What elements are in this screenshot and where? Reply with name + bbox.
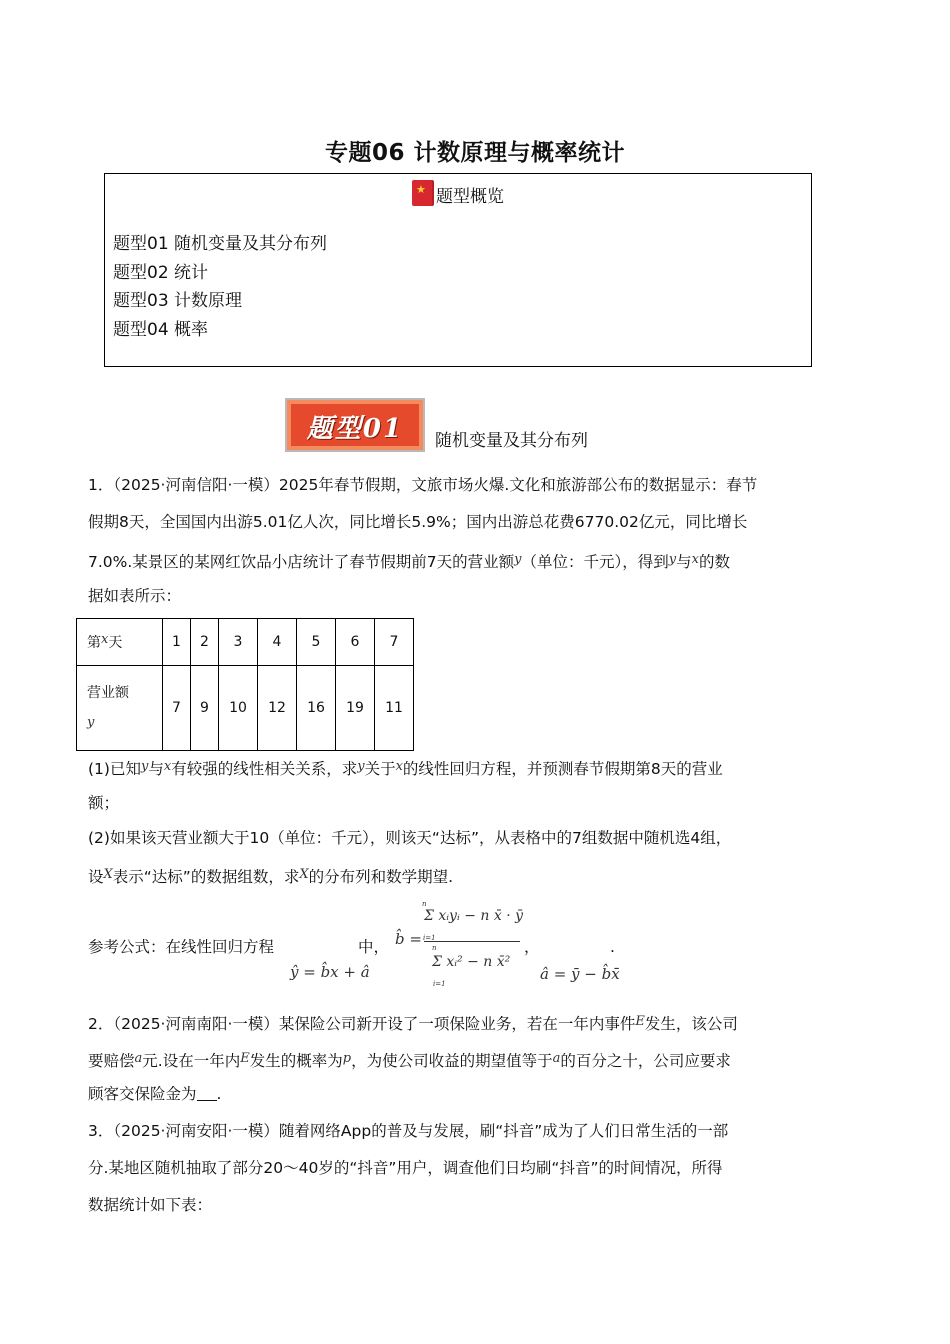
var-X: X <box>103 867 113 882</box>
var-x: x <box>395 759 403 774</box>
var-y: y <box>87 715 95 730</box>
var-a: a <box>552 1051 561 1066</box>
text: 2．（2025·河南南阳·一模）某保险公司新开设了一项保险业务，若在一年内事件 <box>88 1015 636 1033</box>
text: 与 <box>148 760 164 778</box>
formula-b-numerator: Σ xᵢyᵢ − n x̄ · ȳ <box>424 908 524 924</box>
text: . <box>216 1085 222 1103</box>
text: 发生的概率为 <box>249 1052 343 1070</box>
q1-part1-cont: 额； <box>88 794 120 812</box>
ref-text: 中， <box>358 938 390 956</box>
text: 表示“达标”的数据组数，求 <box>112 868 300 886</box>
text: 的线性回归方程，并预测春节假期第8天的营业 <box>402 760 723 778</box>
data-table <box>76 618 414 751</box>
book-icon <box>412 180 432 206</box>
text: 顾客交保险金为 <box>88 1085 197 1103</box>
q1-part2: (2)如果该天营业额大于10（单位：千元），则该天“达标”，从表格中的7组数据中随机选4组， <box>88 829 732 847</box>
q3-line: 数据统计如下表： <box>88 1196 213 1214</box>
table-cell: 19 <box>336 666 375 751</box>
q1-part2-cont <box>88 856 808 896</box>
table-row <box>77 619 414 666</box>
var-y: y <box>514 552 522 567</box>
table-cell: 11 <box>375 666 414 751</box>
table-cell: 1 <box>163 619 191 666</box>
table-header-cell <box>77 619 163 666</box>
q3-line: 3．（2025·河南安阳·一模）随着网络App的普及与发展，刷“抖音”成为了人们日常生活的一部 <box>88 1122 729 1140</box>
table-cell: 2 <box>191 619 219 666</box>
table-cell: 3 <box>219 619 258 666</box>
table-cell: 5 <box>297 619 336 666</box>
var-x: x <box>163 759 172 774</box>
sum-upper: n <box>422 900 427 908</box>
q1-line: 1．（2025·河南信阳·一模）2025年春节假期，文旅市场火爆.文化和旅游部公布的数据显示：春节 <box>88 476 758 494</box>
var-x: x <box>691 552 700 567</box>
formula-b-denominator: Σ xᵢ² − n x̄² <box>432 954 511 970</box>
text: 元.设在一年内 <box>142 1052 241 1070</box>
overview-item: 题型01 随机变量及其分布列 <box>113 234 328 254</box>
overview-list <box>113 230 327 344</box>
answer-blank[interactable] <box>197 1084 217 1101</box>
var-a: a <box>134 1051 143 1066</box>
q2-line <box>88 1076 808 1113</box>
ref-text: ， <box>524 938 540 956</box>
text: 参考公式：在线性回归方程 <box>88 938 275 956</box>
overview-item: 题型03 计数原理 <box>113 291 243 311</box>
text: （单位：千元），得到 <box>521 553 669 571</box>
text: 7.0%.某景区的某网红饮品小店统计了春节假期前7天的营业额 <box>88 553 515 571</box>
table-cell: 7 <box>163 666 191 751</box>
section-title: 随机变量及其分布列 <box>435 431 588 451</box>
table-cell: 7 <box>375 619 414 666</box>
sum-lower: i=1 <box>433 980 446 988</box>
overview-heading <box>105 180 811 207</box>
overview-heading-text: 题型概览 <box>436 187 504 207</box>
ref-text: . <box>610 938 615 956</box>
formula-a: â = ȳ − b̂x̄ <box>540 965 620 983</box>
text: 的分布列和数学期望. <box>308 868 454 886</box>
text: (1)已知 <box>88 760 141 778</box>
text: 关于 <box>364 760 396 778</box>
text: 发生，该公司 <box>644 1015 738 1033</box>
sum-lower: i=1 <box>423 934 436 942</box>
table-cell: 6 <box>336 619 375 666</box>
table-header-cell <box>77 666 163 751</box>
q1-part1 <box>88 748 808 788</box>
q3-line: 分.某地区随机抽取了部分20～40岁的“抖音”用户，调查他们日均刷“抖音”的时间情况，所得 <box>88 1159 723 1177</box>
var-E: E <box>635 1014 645 1029</box>
q1-line <box>88 541 808 581</box>
formula-b-lhs: b̂ = <box>395 930 422 948</box>
var-p: p <box>342 1051 352 1066</box>
var-E: E <box>240 1051 250 1066</box>
q1-line: 假期8天，全国国内出游5.01亿人次，同比增长5.9%；国内出游总花费6770.02亿元，同比增长 <box>88 513 748 531</box>
text: 要赔偿 <box>88 1052 135 1070</box>
table-cell: 16 <box>297 666 336 751</box>
text: 设 <box>88 868 104 886</box>
section-badge <box>285 398 425 452</box>
text: 的百分之十，公司应要求 <box>560 1052 731 1070</box>
overview-item: 题型02 统计 <box>113 262 209 283</box>
overview-box <box>104 173 812 367</box>
section-badge-text: 题型01 <box>306 414 404 444</box>
table-cell: 9 <box>191 666 219 751</box>
table-row <box>77 666 414 751</box>
var-X: X <box>299 867 309 882</box>
var-y: y <box>668 552 677 567</box>
formula-yhat: ŷ = b̂x + â <box>290 963 370 981</box>
q2-line <box>88 1040 808 1080</box>
text: 营业额 <box>87 685 129 701</box>
var-x: x <box>101 632 109 647</box>
overview-item: 题型04 概率 <box>113 319 209 340</box>
text: ，为使公司收益的期望值等于 <box>351 1052 553 1070</box>
text: 第 <box>87 635 101 651</box>
text: 有较强的线性相关关系，求 <box>171 760 358 778</box>
var-y: y <box>140 759 149 774</box>
fraction-bar <box>424 941 520 942</box>
q1-line: 据如表所示： <box>88 587 182 605</box>
sum-upper: n <box>432 944 437 952</box>
text: 与 <box>676 553 692 571</box>
var-y: y <box>357 759 365 774</box>
text: 天 <box>108 635 123 651</box>
table-cell: 12 <box>258 666 297 751</box>
table-cell: 10 <box>219 666 258 751</box>
document-title: 专题06 计数原理与概率统计 <box>324 140 625 166</box>
text: 的数 <box>699 553 731 571</box>
q2-line <box>88 1003 808 1043</box>
table-cell: 4 <box>258 619 297 666</box>
